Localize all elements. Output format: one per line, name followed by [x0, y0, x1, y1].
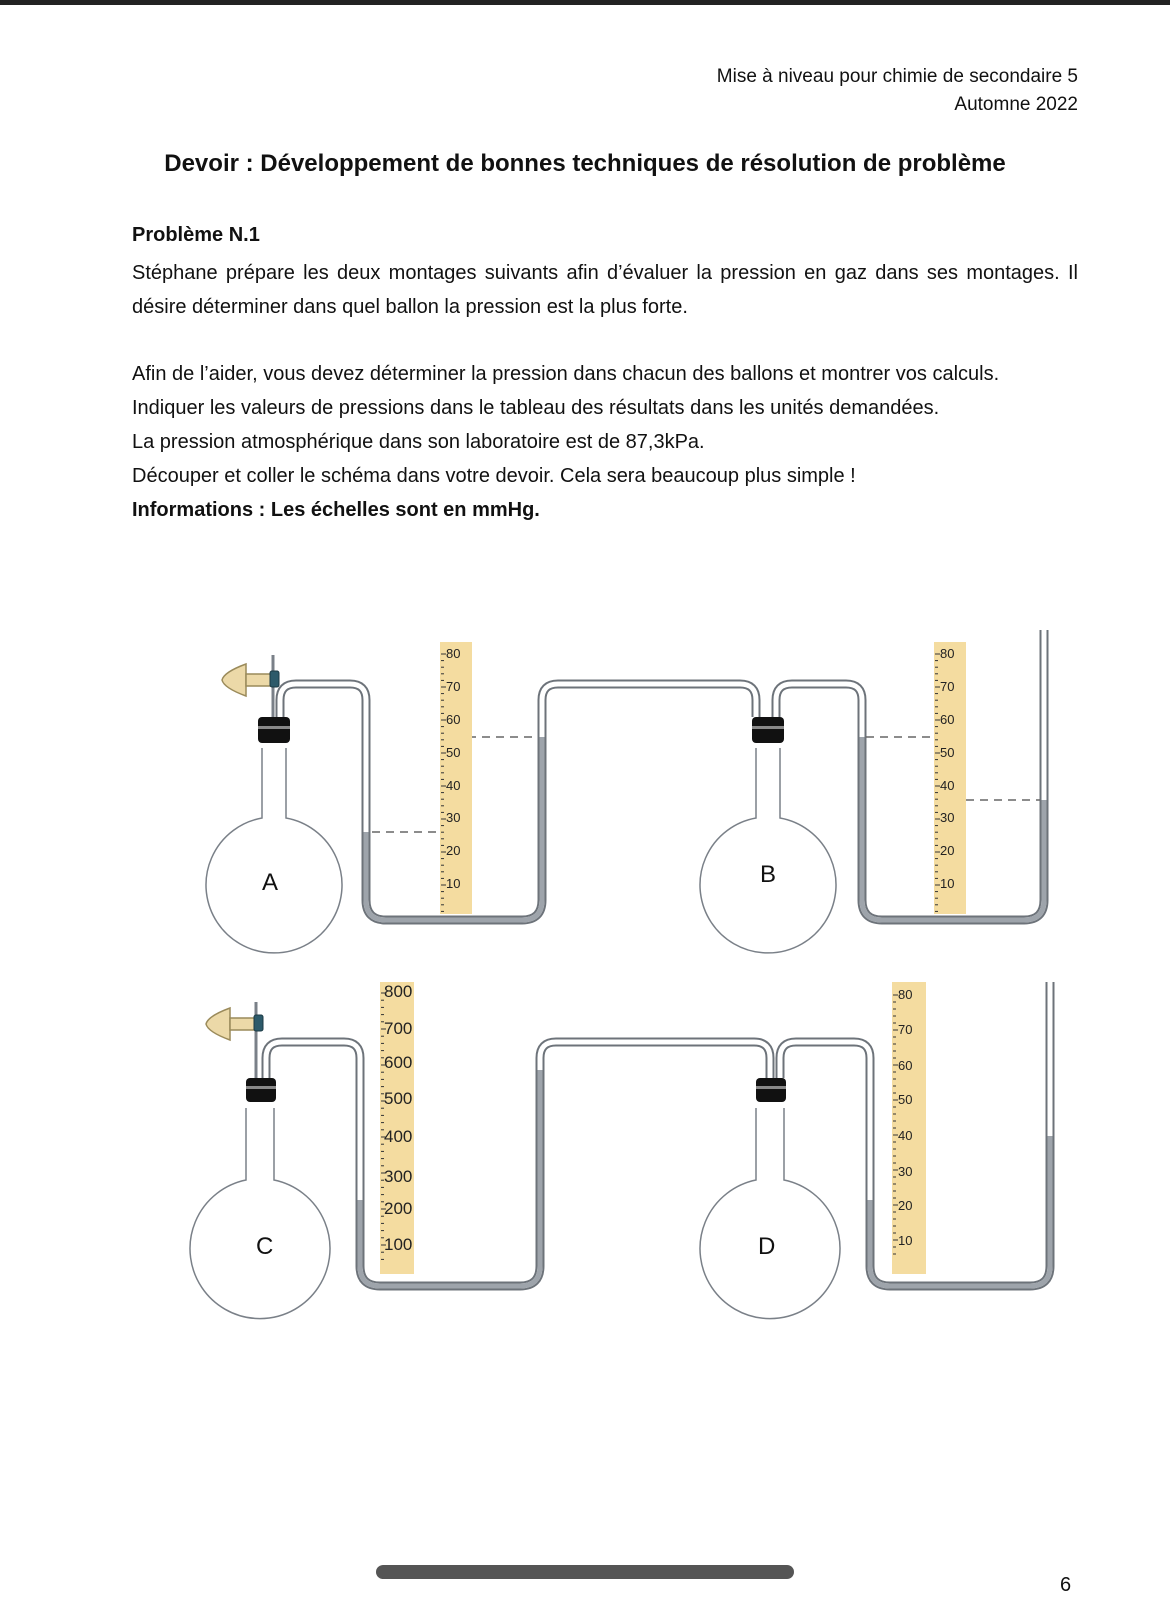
scale-d-80: 80 [898, 987, 913, 1002]
flask-c [190, 1078, 330, 1319]
scale-b-10: 10 [940, 876, 955, 891]
scale-d-60: 60 [898, 1058, 913, 1073]
scale-d-70: 70 [898, 1022, 913, 1037]
problem-heading: Problème N.1 [132, 224, 260, 246]
scale-c-400: 400 [384, 1127, 413, 1146]
scale-c-700: 700 [384, 1019, 413, 1038]
instruction-line-4: Découper et coller le schéma dans votre devoir. Cela sera beaucoup plus simple ! [132, 465, 856, 487]
flask-d [700, 1078, 840, 1319]
scale-a-60: 60 [446, 712, 461, 727]
course-term: Automne 2022 [954, 94, 1078, 115]
stopper-a [258, 717, 290, 743]
scale-d-30: 30 [898, 1164, 913, 1179]
scale-c-100: 100 [384, 1235, 413, 1254]
flask-label-d: D [758, 1233, 776, 1260]
manometer-diagram [0, 600, 1170, 1320]
course-title: Mise à niveau pour chimie de secondaire 5 [716, 66, 1078, 87]
scale-a-30: 30 [446, 810, 461, 825]
scale-b-70: 70 [940, 679, 955, 694]
scale-a-20: 20 [446, 843, 461, 858]
scale-b-80: 80 [940, 646, 955, 661]
page-number: 6 [1060, 1574, 1072, 1596]
scale-c [380, 982, 414, 1274]
scale-d-10: 10 [898, 1233, 913, 1248]
scale-d-20: 20 [898, 1198, 913, 1213]
stopper-d [756, 1078, 786, 1102]
information-note: Informations : Les échelles sont en mmHg. [132, 499, 540, 521]
tubing-a [273, 655, 756, 920]
stopper-c [246, 1078, 276, 1102]
scale-c-500: 500 [384, 1089, 413, 1108]
scale-a-40: 40 [446, 778, 461, 793]
scale-a-80: 80 [446, 646, 461, 661]
scale-c-800: 800 [384, 982, 413, 1001]
flask-label-c: C [256, 1233, 274, 1260]
scale-a-10: 10 [446, 876, 461, 891]
scale-b-50: 50 [940, 745, 955, 760]
scale-a-70: 70 [446, 679, 461, 694]
instruction-line-2: Indiquer les valeurs de pressions dans le tableau des résultats dans les unités demandées. [132, 397, 940, 419]
scale-b-30: 30 [940, 810, 955, 825]
scale-b-20: 20 [940, 843, 955, 858]
scale-c-200: 200 [384, 1199, 413, 1218]
stopcock-a [222, 664, 279, 696]
home-indicator-bar[interactable] [376, 1565, 794, 1579]
scale-c-300: 300 [384, 1167, 413, 1186]
scale-b-60: 60 [940, 712, 955, 727]
scale-d [892, 982, 926, 1274]
problem-intro: Stéphane prépare les deux montages suivants afin d’évaluer la pression en gaz dans ses montages. Il désire déterminer dans quel ballon la pression est la plus forte. [132, 262, 1078, 318]
tubing-c [256, 1002, 770, 1286]
instruction-line-1: Afin de l’aider, vous devez déterminer la pression dans chacun des ballons et montrer vos calculs. [132, 363, 1000, 385]
scale-a-50: 50 [446, 745, 461, 760]
top-edge-bar [0, 0, 1170, 5]
scale-b-40: 40 [940, 778, 955, 793]
flask-b [700, 717, 836, 953]
page-title: Devoir : Développement de bonnes techniques de résolution de problème [164, 150, 1006, 177]
flask-label-a: A [262, 869, 279, 896]
scale-a [440, 642, 472, 914]
stopcock-c [206, 1008, 263, 1040]
scale-d-40: 40 [898, 1128, 913, 1143]
flask-a [206, 717, 342, 953]
scale-d-50: 50 [898, 1092, 913, 1107]
scale-b [934, 642, 966, 914]
instruction-line-3: La pression atmosphérique dans son laboratoire est de 87,3kPa. [132, 431, 705, 453]
flask-label-b: B [760, 861, 777, 888]
scale-c-600: 600 [384, 1053, 413, 1072]
stopper-b [752, 717, 784, 743]
